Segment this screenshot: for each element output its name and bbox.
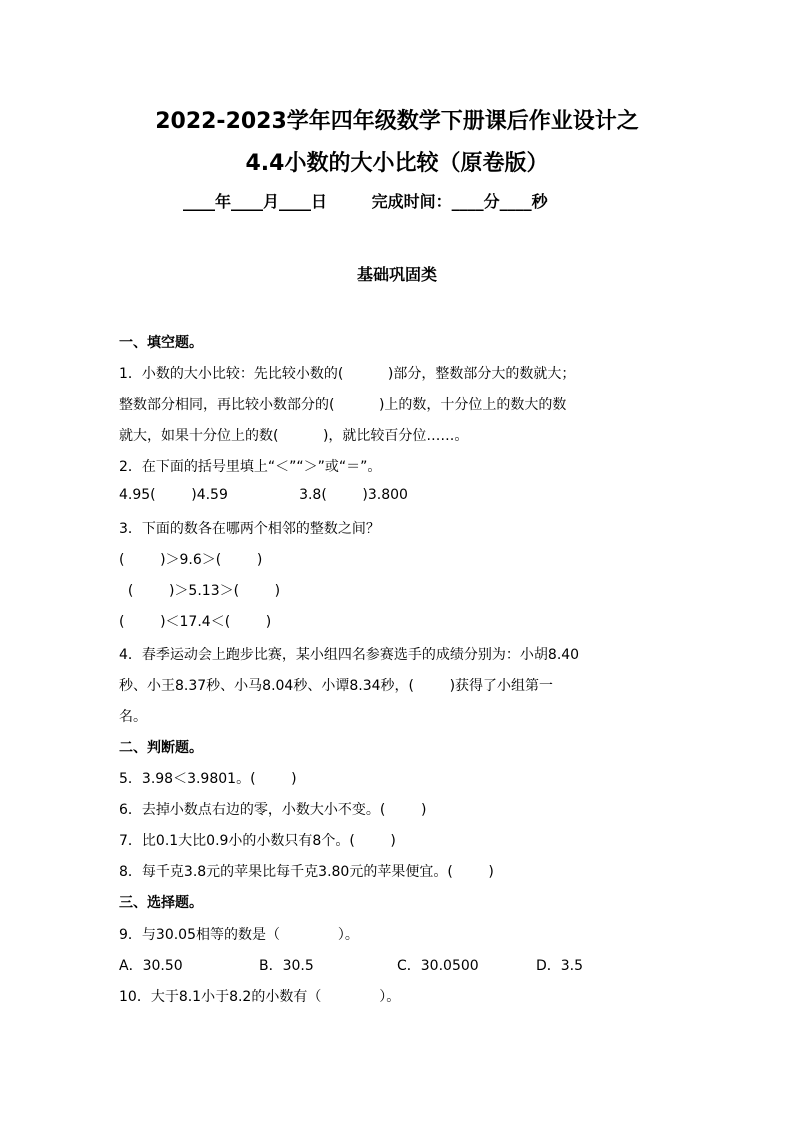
question-line: 整数部分相同，再比较小数部分的( )上的数，十分位上的数大的数 [119,397,567,413]
choice-c: C．30.0500 [397,958,479,974]
question-line: 7．比0.1大比0.9小的小数只有8个。( ) [119,833,396,849]
question-line: 秒、小王8.37秒、小马8.04秒、小谭8.34秒，( )获得了小组第一 [119,678,554,694]
question-line: 名。 [119,709,147,725]
choice-b: B．30.5 [259,958,314,974]
question-line: ( )＜17.4＜( ) [119,614,272,630]
choice-a: A．30.50 [119,958,183,974]
section-true-false: 二、判断题。 [119,740,203,756]
question-line: 6．去掉小数点右边的零，小数大小不变。( ) [119,802,427,818]
title-line-2: 4.4小数的大小比较（原卷版） [245,151,549,176]
question-line: 4.95( )4.59 3.8( )3.800 [119,487,408,503]
question-line: 10．大于8.1小于8.2的小数有（ ）。 [119,989,401,1005]
title-line-1: 2022-2023学年四年级数学下册课后作业设计之 [155,109,639,134]
question-line: 9．与30.05相等的数是（ ）。 [119,927,359,943]
question-line: 1．小数的大小比较：先比较小数的( )部分，整数部分大的数就大； [119,366,576,382]
question-line: 4．春季运动会上跑步比赛，某小组四名参赛选手的成绩分别为：小胡8.40 [119,647,580,663]
question-line: 3．下面的数各在哪两个相邻的整数之间？ [119,521,380,537]
category-heading: 基础巩固类 [356,265,437,284]
question-line: ( )＞5.13＞( ) [119,583,281,599]
section-fill-in: 一、填空题。 [119,335,203,351]
choice-d: D．3.5 [536,958,584,974]
question-line: 8．每千克3.8元的苹果比每千克3.80元的苹果便宜。( ) [119,864,494,880]
question-line: ( )＞9.6＞( ) [119,552,263,568]
date-line: ____年____月____日 完成时间：____分____秒 [183,192,548,211]
section-multiple-choice: 三、选择题。 [119,895,203,911]
question-line: 5．3.98＜3.9801。( ) [119,771,297,787]
question-line: 2．在下面的括号里填上“＜”“＞”或“＝”。 [119,459,382,475]
question-line: 就大，如果十分位上的数( )，就比较百分位……。 [119,428,469,444]
